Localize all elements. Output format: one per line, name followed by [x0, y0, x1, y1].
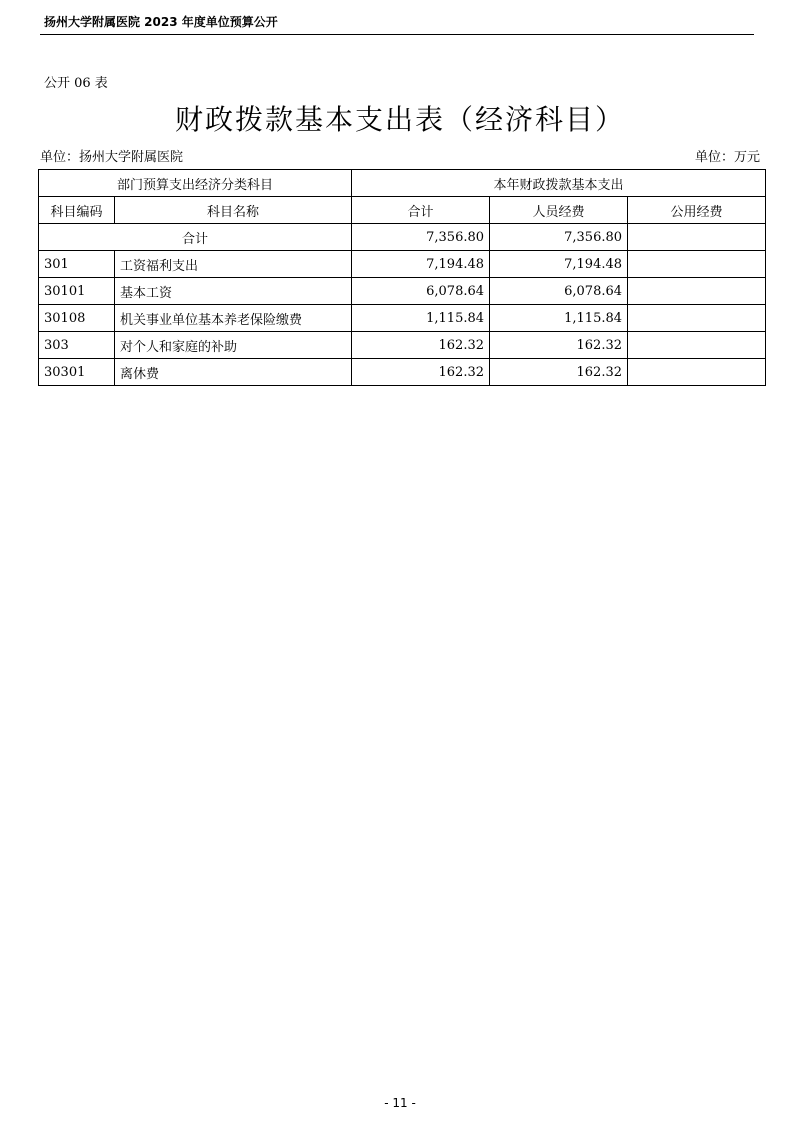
row-code: 301 [39, 251, 115, 278]
total-public [628, 224, 766, 251]
row-name: 机关事业单位基本养老保险缴费 [115, 305, 352, 332]
page-title: 财政拨款基本支出表（经济科目） [174, 103, 625, 136]
row-personnel: 1,115.84 [490, 305, 628, 332]
unit-name: 单位：扬州大学附属医院 [40, 150, 184, 165]
row-code: 30101 [39, 278, 115, 305]
total-row [39, 224, 766, 251]
total-personnel: 7,356.80 [490, 224, 628, 251]
row-code: 303 [39, 332, 115, 359]
row-public [628, 251, 766, 278]
row-name: 离休费 [115, 359, 352, 386]
table-row [39, 278, 766, 305]
row-personnel: 162.32 [490, 332, 628, 359]
header-rule [40, 34, 754, 35]
total-label: 合计 [39, 224, 352, 251]
row-personnel: 7,194.48 [490, 251, 628, 278]
group-header-classification: 部门预算支出经济分类科目 [39, 170, 352, 197]
row-total: 6,078.64 [352, 278, 490, 305]
table-row [39, 251, 766, 278]
column-header-personnel: 人员经费 [490, 197, 628, 224]
row-public [628, 359, 766, 386]
column-header-total: 合计 [352, 197, 490, 224]
table-row [39, 332, 766, 359]
table-row [39, 305, 766, 332]
column-header-name: 科目名称 [115, 197, 352, 224]
column-header-public: 公用经费 [628, 197, 766, 224]
row-public [628, 332, 766, 359]
row-name: 工资福利支出 [115, 251, 352, 278]
column-header-code: 科目编码 [39, 197, 115, 224]
table-row [39, 359, 766, 386]
row-code: 30108 [39, 305, 115, 332]
row-personnel: 162.32 [490, 359, 628, 386]
row-total: 1,115.84 [352, 305, 490, 332]
row-name: 基本工资 [115, 278, 352, 305]
currency-unit: 单位：万元 [694, 150, 760, 165]
row-total: 162.32 [352, 359, 490, 386]
budget-table [38, 169, 766, 386]
page-number: - 11 - [384, 1096, 416, 1110]
table-column-header-row [39, 197, 766, 224]
row-total: 7,194.48 [352, 251, 490, 278]
table-number: 公开 06 表 [44, 76, 108, 91]
total-amount: 7,356.80 [352, 224, 490, 251]
row-public [628, 278, 766, 305]
running-header: 扬州大学附属医院 2023 年度单位预算公开 [44, 15, 278, 29]
row-public [628, 305, 766, 332]
table-group-header-row [39, 170, 766, 197]
row-code: 30301 [39, 359, 115, 386]
row-name: 对个人和家庭的补助 [115, 332, 352, 359]
group-header-expenditure: 本年财政拨款基本支出 [352, 170, 766, 197]
row-total: 162.32 [352, 332, 490, 359]
row-personnel: 6,078.64 [490, 278, 628, 305]
